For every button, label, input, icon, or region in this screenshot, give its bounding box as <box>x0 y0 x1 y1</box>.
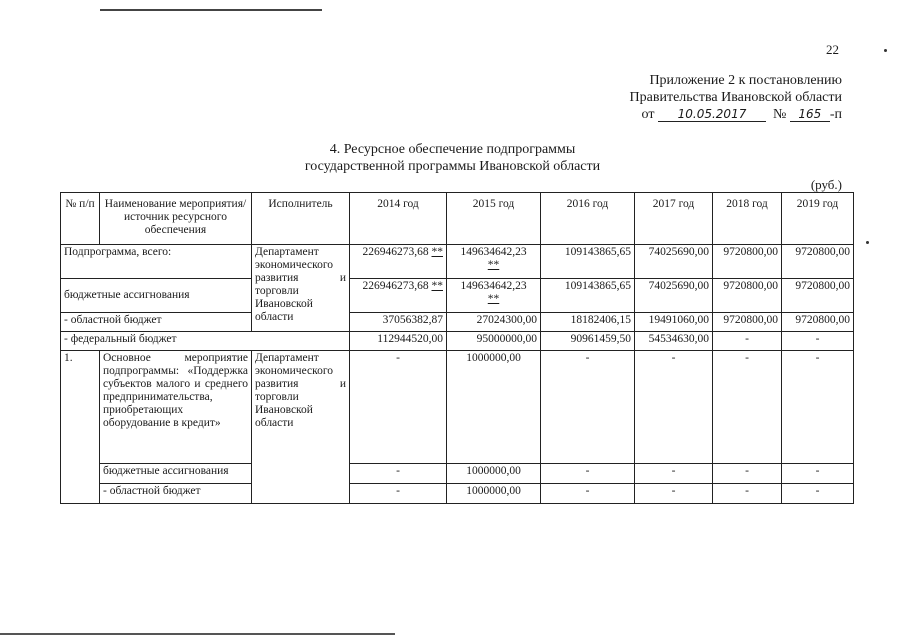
cell-2017: 74025690,00 <box>635 279 713 313</box>
cell-2014: - <box>350 484 447 504</box>
cell-2014 <box>350 245 447 279</box>
cell-activity-num: 1. <box>61 351 100 504</box>
cell-2019: - <box>782 332 854 351</box>
cell-2016: 18182406,15 <box>541 313 635 332</box>
cell-2018: - <box>713 464 782 484</box>
footnote-mark: ** <box>431 246 443 258</box>
page-number: 22 <box>826 42 839 57</box>
cell-2016: - <box>541 464 635 484</box>
cell-2019: 9720800,00 <box>782 313 854 332</box>
cell-2017: 19491060,00 <box>635 313 713 332</box>
header-2014: 2014 год <box>350 193 447 245</box>
cell-activity-name: Основное мероприятие подпрограммы: «Поддержка субъектов малого и среднего предпринимательства, приобретающих оборудование в кредит» <box>100 351 252 464</box>
table-header-row <box>61 193 854 245</box>
cell-2017: - <box>635 464 713 484</box>
footnote-mark: ** <box>487 259 500 271</box>
cell-2016: 90961459,50 <box>541 332 635 351</box>
cell-name: - областной бюджет <box>61 313 252 332</box>
cell-2016: 109143865,65 <box>541 245 635 279</box>
table-row-activity-regional <box>61 484 854 504</box>
cell-2016: - <box>541 484 635 504</box>
table-row-activity-allocations <box>61 464 854 484</box>
cell-2017: 74025690,00 <box>635 245 713 279</box>
header-2017: 2017 год <box>635 193 713 245</box>
value: 149634642,23 <box>460 246 527 258</box>
cell-2014: 112944520,00 <box>350 332 447 351</box>
table-row-subprogram-total <box>61 245 854 279</box>
header-2018: 2018 год <box>713 193 782 245</box>
title-line-2: государственной программы Ивановской области <box>304 159 601 174</box>
cell-2018: - <box>713 351 782 464</box>
document-title <box>0 141 905 175</box>
cell-name: - областной бюджет <box>100 484 252 504</box>
cell-2015: 27024300,00 <box>447 313 541 332</box>
header-2015: 2015 год <box>447 193 541 245</box>
cell-2015 <box>447 279 541 313</box>
table-row-budget-allocations <box>61 279 854 313</box>
title-line-1: 4. Ресурсное обеспечение подпрограммы <box>329 142 576 157</box>
cell-2019: - <box>782 351 854 464</box>
table-row-regional-budget <box>61 313 854 332</box>
annex-from-label: от <box>641 107 655 122</box>
cell-2017: 54534630,00 <box>635 332 713 351</box>
cell-2014: 37056382,87 <box>350 313 447 332</box>
resource-table <box>60 192 854 504</box>
table-row-activity-1 <box>61 351 854 464</box>
footnote-mark: ** <box>431 280 443 292</box>
header-2016: 2016 год <box>541 193 635 245</box>
cell-executor-dept: Департамент экономического развития и торговли Ивановской области <box>252 245 350 332</box>
value: 149634642,23 <box>460 280 527 292</box>
cell-2018: - <box>713 332 782 351</box>
annex-line-1: Приложение 2 к постановлению <box>649 73 842 88</box>
cell-2015: 1000000,00 <box>447 351 541 464</box>
cell-2018: - <box>713 484 782 504</box>
value: 226946273,68 <box>362 246 429 258</box>
annex-date-handwritten: 10.05.2017 <box>658 107 766 122</box>
header-name: Наименование мероприятия/источник ресурсного обеспечения <box>100 193 252 245</box>
cell-2014: - <box>350 351 447 464</box>
header-num: № п/п <box>61 193 100 245</box>
annex-number-label: № <box>772 107 787 122</box>
cell-2017: - <box>635 484 713 504</box>
cell-2019: 9720800,00 <box>782 279 854 313</box>
scan-artifact-dot <box>884 49 887 52</box>
cell-2018: 9720800,00 <box>713 279 782 313</box>
annex-block <box>630 72 842 123</box>
annex-line-3 <box>630 106 842 123</box>
cell-2017: - <box>635 351 713 464</box>
cell-name: бюджетные ассигнования <box>61 279 252 313</box>
header-executor: Исполнитель <box>252 193 350 245</box>
cell-name: - федеральный бюджет <box>61 332 350 351</box>
value: 226946273,68 <box>362 280 429 292</box>
annex-number-handwritten: 165 <box>790 107 830 122</box>
cell-2016: - <box>541 351 635 464</box>
cell-2019: 9720800,00 <box>782 245 854 279</box>
cell-activity-executor: Департамент экономического развития и торговли Ивановской области <box>252 351 350 504</box>
cell-2015: 1000000,00 <box>447 484 541 504</box>
cell-2015 <box>447 245 541 279</box>
cell-2015: 95000000,00 <box>447 332 541 351</box>
cell-name: Подпрограмма, всего: <box>61 245 252 279</box>
cell-2019: - <box>782 484 854 504</box>
scan-artifact-line <box>100 9 322 11</box>
cell-2015: 1000000,00 <box>447 464 541 484</box>
cell-2014: - <box>350 464 447 484</box>
annex-number-suffix: -п <box>829 107 842 122</box>
cell-2014 <box>350 279 447 313</box>
table-row-federal-budget <box>61 332 854 351</box>
cell-2018: 9720800,00 <box>713 313 782 332</box>
cell-2019: - <box>782 464 854 484</box>
scan-artifact-line <box>0 633 395 635</box>
header-2019: 2019 год <box>782 193 854 245</box>
footnote-mark: ** <box>487 293 500 305</box>
cell-2016: 109143865,65 <box>541 279 635 313</box>
scan-artifact-dot <box>866 241 869 244</box>
annex-line-2: Правительства Ивановской области <box>629 90 842 105</box>
cell-name: бюджетные ассигнования <box>100 464 252 484</box>
units-label: (руб.) <box>810 177 842 192</box>
cell-2018: 9720800,00 <box>713 245 782 279</box>
